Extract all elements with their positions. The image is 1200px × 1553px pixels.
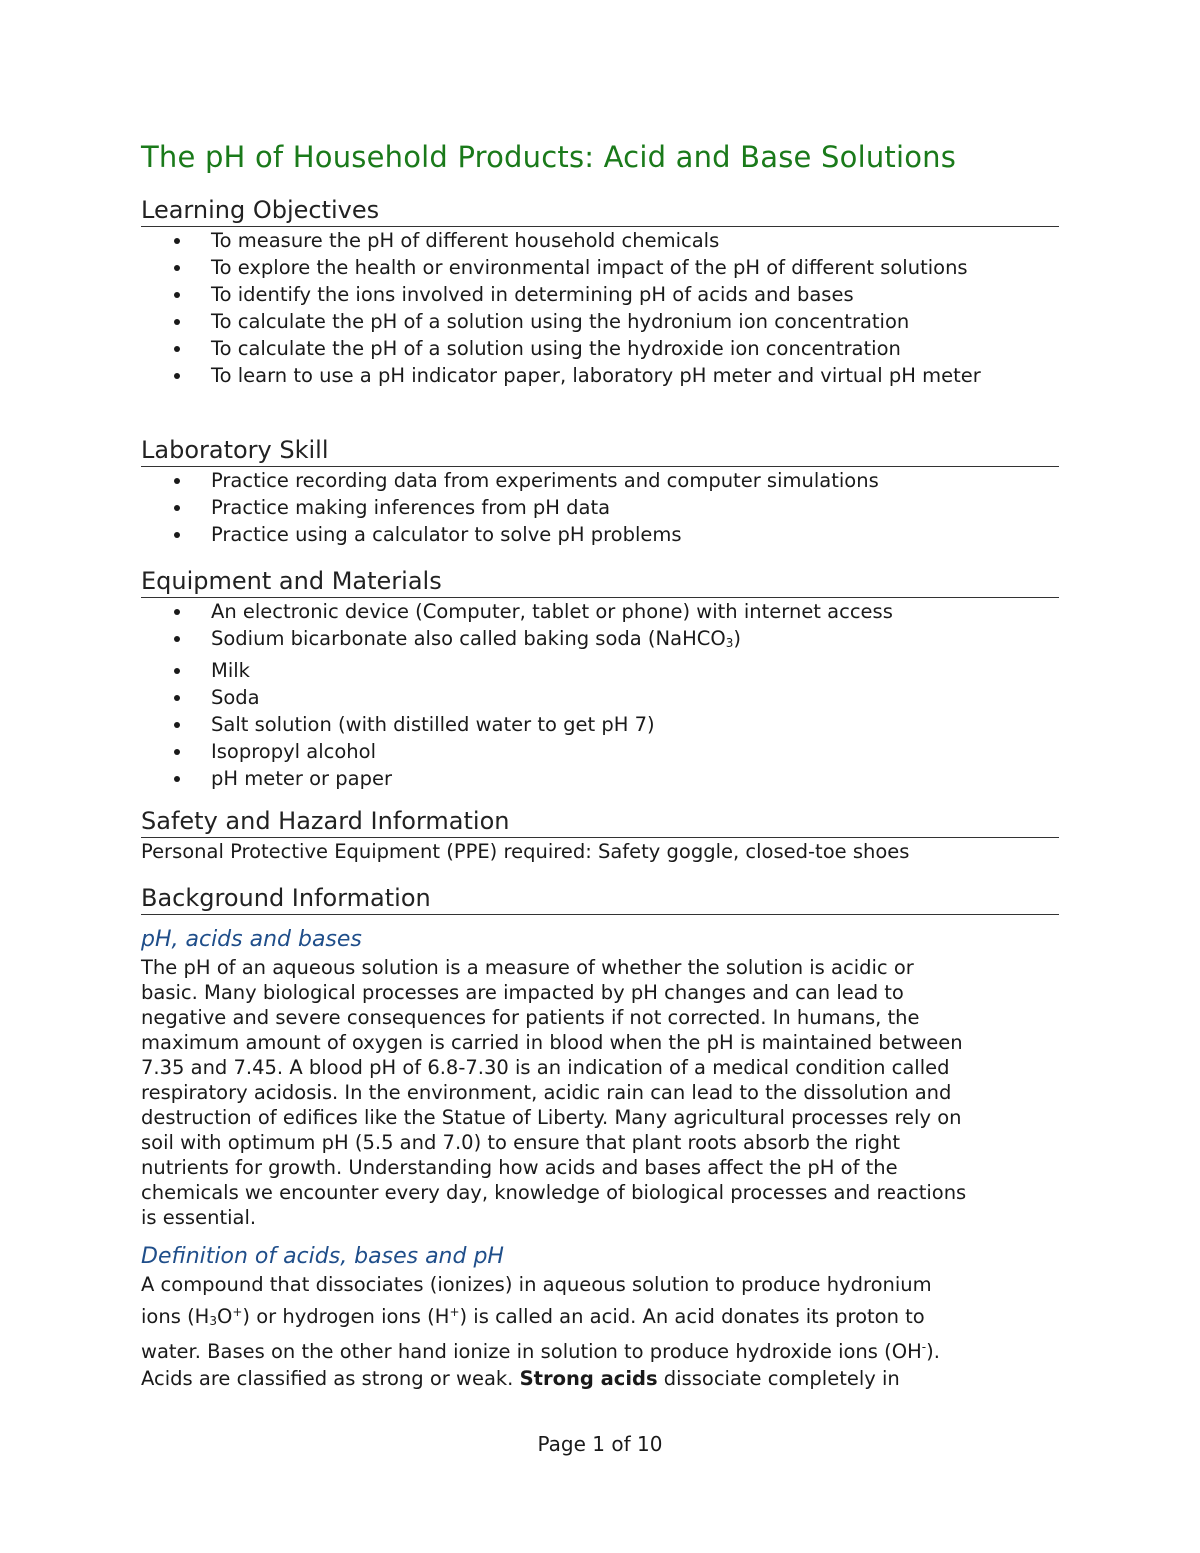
bold-term: Strong acids [519,1366,658,1390]
laboratory-skill-list [141,467,1059,548]
text-line: chemicals we encounter every day, knowledge of biological processes and reactions [141,1181,967,1204]
text-line [141,1299,1059,1335]
subscript: 3 [725,636,734,650]
superscript: - [921,1340,927,1354]
list-item: pH meter or paper [141,765,1059,792]
section-heading: Learning Objectives [141,194,1059,227]
text-line: nutrients for growth. Understanding how acids and bases affect the pH of the [141,1156,898,1179]
background-section [141,882,1059,1392]
text-line [141,1334,1059,1366]
text-run: ) or hydrogen ions (H [242,1304,450,1328]
definition-paragraph [141,1272,1059,1392]
superscript: + [449,1304,460,1319]
section-heading: Background Information [141,882,1059,915]
list-item: Soda [141,684,1059,711]
list-item: To calculate the pH of a solution using the hydronium ion concentration [141,308,1059,335]
text-line: destruction of edifices like the Statue of Liberty. Many agricultural processes rely on [141,1106,962,1129]
superscript: + [232,1304,243,1319]
equipment-list [141,598,1059,792]
list-item-text: Sodium bicarbonate also called baking soda (NaHCO [211,627,726,650]
text-line: soil with optimum pH (5.5 and 7.0) to ensure that plant roots absorb the right [141,1131,901,1154]
text-run: ). [926,1340,940,1363]
text-run: ) is called an acid. An acid donates its proton to [459,1304,925,1328]
equipment-section [141,565,1059,792]
text-line: 7.35 and 7.45. A blood pH of 6.8-7.30 is an indication of a medical condition called [141,1056,950,1079]
list-item: An electronic device (Computer, tablet or phone) with internet access [141,598,1059,625]
text-run: dissociate completely in [657,1366,900,1390]
list-item: To calculate the pH of a solution using the hydroxide ion concentration [141,335,1059,362]
laboratory-skill-section [141,434,1059,548]
list-item: Practice recording data from experiments and computer simulations [141,467,1059,494]
list-item: Practice using a calculator to solve pH problems [141,521,1059,548]
subheading: Definition of acids, bases and pH [141,1244,504,1269]
document-title: The pH of Household Products: Acid and Base Solutions [141,140,957,174]
list-item: Salt solution (with distilled water to get pH 7) [141,711,1059,738]
list-item: To learn to use a pH indicator paper, laboratory pH meter and virtual pH meter [141,362,981,389]
list-item: Practice making inferences from pH data [141,494,1059,521]
text-line: respiratory acidosis. In the environment, acidic rain can lead to the dissolution and [141,1081,952,1104]
list-item: To explore the health or environmental impact of the pH of different solutions [141,254,1059,281]
learning-objectives-section [141,194,1059,389]
background-paragraph [141,955,1059,1230]
text-line: negative and severe consequences for patients if not corrected. In humans, the [141,1006,920,1029]
page-number: Page 1 of 10 [537,1432,663,1456]
text-run: water. Bases on the other hand ionize in solution to produce hydroxide ions (OH [141,1340,922,1363]
list-item: Isopropyl alcohol [141,738,1059,765]
learning-objectives-list [141,227,1059,389]
text-line: maximum amount of oxygen is carried in blood when the pH is maintained between [141,1031,963,1054]
list-item: To measure the pH of different household chemicals [141,227,1059,254]
section-heading: Equipment and Materials [141,565,1059,598]
text-line: basic. Many biological processes are impacted by pH changes and can lead to [141,981,904,1004]
list-item: Milk [141,657,1059,684]
subheading: pH, acids and bases [141,927,362,952]
text-run: ions (H [141,1304,210,1328]
list-item: To identify the ions involved in determining pH of acids and bases [141,281,1059,308]
text-run: O [216,1304,233,1328]
list-item-text: ) [733,627,741,650]
section-heading: Laboratory Skill [141,434,1059,467]
text-run: Acids are classified as strong or weak. [141,1366,520,1390]
text-line: A compound that dissociates (ionizes) in aqueous solution to produce hydronium [141,1273,932,1296]
list-item [141,625,1059,657]
section-heading: Safety and Hazard Information [141,805,1059,838]
safety-section [141,805,1059,865]
text-line [141,1366,1059,1393]
subscript: 3 [209,1313,217,1328]
text-line: The pH of an aqueous solution is a measure of whether the solution is acidic or [141,956,914,979]
text-line: is essential. [141,1206,257,1229]
safety-text: Personal Protective Equipment (PPE) required: Safety goggle, closed-toe shoes [141,840,910,863]
